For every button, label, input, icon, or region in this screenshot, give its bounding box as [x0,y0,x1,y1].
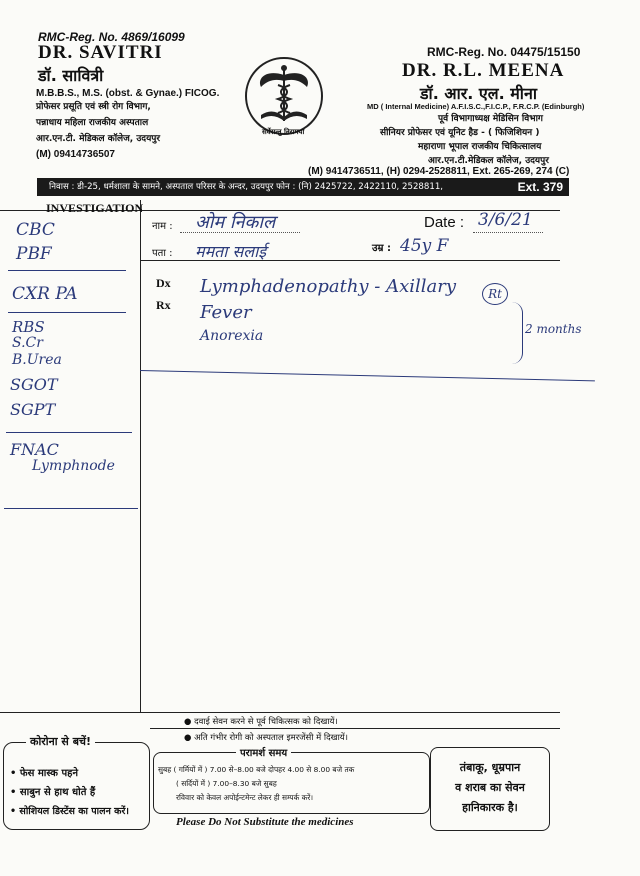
right-doctor-line3: महाराणा भूपाल राजकीय चिकित्सालय [418,142,542,152]
left-doctor-line3: आर.एन.टी. मेडिकल कॉलेज, उदयपुर [36,134,161,144]
address-label: पता : [152,248,173,259]
corona-box [3,735,150,830]
duration-bracket [512,302,523,364]
investigation-item: B.Urea [12,352,62,368]
consult-box [153,748,430,814]
investigation-item: PBF [16,244,52,264]
circled-side-text: Rt [488,287,502,301]
address-bar [37,178,569,196]
tobacco-line2: व शराब का सेवन [455,781,525,794]
left-doctor-name: DR. SAVITRI [38,42,163,63]
investigation-item: CXR PA [12,284,78,304]
left-doctor-qualification: M.B.B.S., M.S. (obst. & Gynae.) FICOG. [36,88,220,99]
tobacco-line3: हानिकारक है। [462,801,518,814]
corona-item-text: सोशियल डिस्टेंस का पालन करें। [19,806,129,817]
right-doctor-name-hindi: डॉ. आर. एल. मीना [420,84,537,103]
address-value: ममता सलाई [195,242,267,261]
tobacco-box [430,747,550,831]
caduceus-icon [243,55,325,137]
form-bottom-rule [0,712,560,713]
investigation-item: SGOT [10,375,58,394]
footer-note: Please Do Not Substitute the medicines [176,816,354,828]
right-doctor-reg: RMC-Reg. No. 04475/15150 [427,45,581,59]
investigation-item: Lymphnode [32,458,115,474]
consult-line2: ( सर्दियों में ) 7.00–8.30 बजे सुबह [176,779,277,788]
consult-title: परामर्श समय [236,745,291,759]
address-text: निवास : डी-25, धर्मशाला के सामने, अस्पताल परिसर के अन्दर, उदयपुर फोन : (नि) 2425722, 2422110, 2528811, [49,182,444,192]
right-doctor-phones: (M) 9414736511, (H) 0294-2528811, Ext. 265-269, 274 (C) [308,166,570,177]
diagnosis-underline [140,370,595,381]
investigation-divider [8,312,126,313]
left-doctor-line2: पन्नाधाय महिला राजकीय अस्पताल [36,118,149,128]
left-doctor-line1: प्रोफेसर प्रसूति एवं स्त्री रोग विभाग, [36,102,151,112]
right-doctor-name: DR. R.L. MEENA [402,60,565,81]
left-doctor-reg: RMC-Reg. No. 4869/16099 [38,30,185,44]
diagnosis-line3: Anorexia [200,328,264,344]
circled-side [482,283,508,305]
dx-symbol: Dx [156,276,171,290]
note-1: ● दवाई सेवन करने से पूर्व चिकित्सक को दिखायें। [184,717,338,727]
corona-title: कोरोना से बचें! [26,734,95,749]
investigation-item: CBC [16,220,55,240]
date-label: Date : [424,214,465,231]
corona-item-text: साबुन से हाथ धोते हैं [19,787,96,798]
logo-caption: सर्वेसन्तु निरामया [262,128,305,136]
right-doctor-line2: सीनियर प्रोफेसर एवं यूनिट हैड - ( फिजिशियन ) [380,128,540,138]
right-doctor-line4: आर.एन.टी.मेडिकल कॉलेज, उदयपुर [428,156,549,166]
investigation-divider [6,432,132,433]
left-doctor-mobile: (M) 09414736507 [36,149,115,160]
investigation-item: SGPT [10,400,56,419]
left-doctor-name-hindi: डॉ. सावित्री [38,66,104,85]
age-label: उम्र : [372,243,391,254]
corona-item: • सोशियल डिस्टेंस का पालन करें। [10,806,129,817]
investigation-divider [8,270,126,271]
consult-line1: सुबह ( गर्मियों में ) 7.00 से–8.00 बजे दोपहर 4.00 से 8.00 बजे तक [158,765,355,774]
diagnosis-line2: Fever [200,302,252,323]
rx-symbol: Rx [156,298,171,312]
note-2-text: अति गंभीर रोगी को अस्पताल इमरजेंसी में दिखायें। [194,733,348,743]
address-ext: Ext. 379 [517,180,563,194]
investigation-item: S.Cr [12,335,43,351]
investigation-label: INVESTIGATION [46,201,144,215]
age-value: 45y F [400,236,449,256]
consult-line3: रविवार को केवल अपोईन्टमेन्ट लेकर ही सम्पर्क करें। [176,793,314,802]
date-underline [473,232,543,233]
right-doctor-qualification: MD ( Internal Medicine) A.F.I.S.C.,F.I.C.P., F.R.C.P. (Edinburgh) [367,102,585,111]
name-value: ओम निकाल [195,212,276,233]
date-value: 3/6/21 [478,210,533,230]
corona-item: • फेस मास्क पहने [10,768,78,779]
form-divider [140,200,141,712]
corona-item: • साबुन से हाथ धोते हैं [10,787,96,798]
diagnosis-line1: Lymphadenopathy - Axillary [200,276,457,297]
notes-rule [150,728,560,729]
name-underline [180,232,300,233]
name-label: नाम : [152,221,173,232]
investigation-item: RBS [12,318,45,336]
diagnosis-duration: 2 months [525,322,582,336]
investigation-divider [4,508,138,509]
right-doctor-line1: पूर्व विभागाध्यक्ष मेडिसिन विभाग [438,114,543,124]
investigation-item: FNAC [10,440,59,459]
tobacco-line1: तंबाकू, धूम्रपान [459,761,521,774]
note-2: ● अति गंभीर रोगी को अस्पताल इमरजेंसी में दिखायें। [184,733,348,743]
note-1-text: दवाई सेवन करने से पूर्व चिकित्सक को दिखायें। [194,717,338,727]
corona-item-text: फेस मास्क पहने [19,768,78,779]
